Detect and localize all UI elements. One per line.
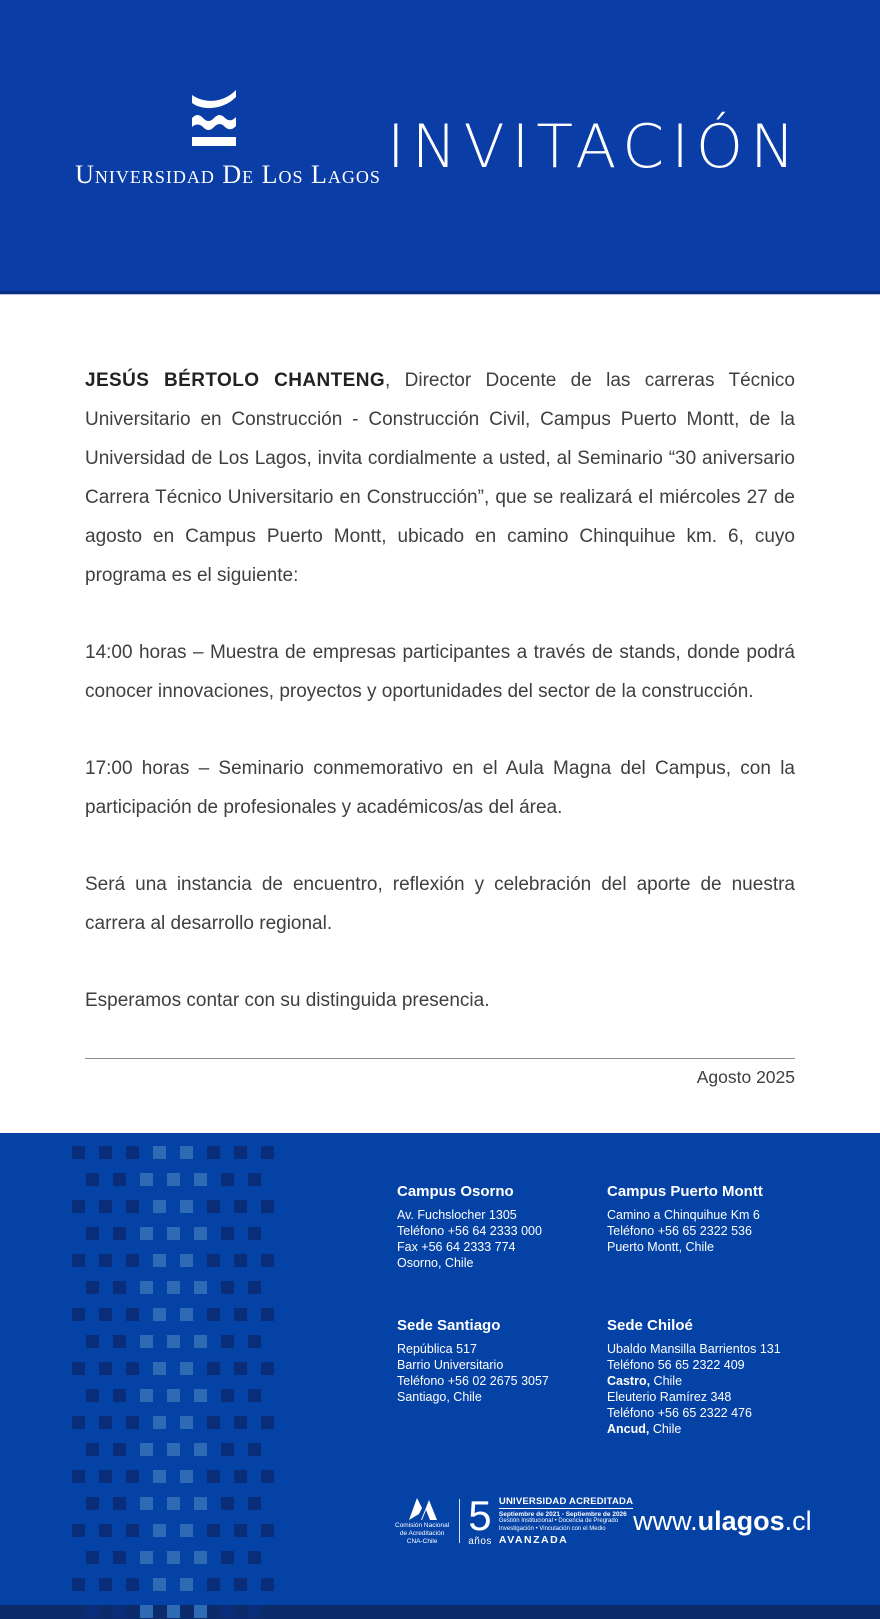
cna-icon [403, 1496, 441, 1522]
pattern-square [113, 1551, 126, 1564]
pattern-square [113, 1335, 126, 1348]
pattern-square [153, 1308, 166, 1321]
pattern-square [180, 1524, 193, 1537]
pattern-square [126, 1308, 139, 1321]
paragraph: JESÚS BÉRTOLO CHANTENG, Director Docente de las carreras Técnico Universitario en Construcción - Construcción Civil, Campus Puerto Montt, de la Universidad de Los Lagos, invita cordialmente a usted, al Seminario “30 aniversario Carrera Técnico Universitario en Construcción”, que se realizará el miércoles 27 de agosto en Campus Puerto Montt, ubicado en camino Chinquihue km. 6, cuyo programa es el siguiente: [85, 370, 795, 586]
paragraph: Esperamos contar con su distinguida presencia. [85, 990, 490, 1011]
date-label: Agosto 2025 [696, 1067, 795, 1087]
pattern-square [72, 1578, 85, 1591]
pattern-square [72, 1470, 85, 1483]
pattern-square [113, 1605, 126, 1618]
pattern-square [221, 1605, 234, 1618]
pattern-square [207, 1524, 220, 1537]
pattern-square [180, 1308, 193, 1321]
pattern-square [99, 1578, 112, 1591]
pattern-square [86, 1497, 99, 1510]
footer-column-line: Eleuterio Ramírez 348 [607, 1390, 732, 1404]
pattern-square [99, 1146, 112, 1159]
pattern-square [126, 1416, 139, 1429]
pattern-square [180, 1362, 193, 1375]
pattern-square [234, 1578, 247, 1591]
pattern-square [126, 1470, 139, 1483]
pattern-square [140, 1389, 153, 1402]
pattern-square [72, 1308, 85, 1321]
paragraph: Será una instancia de encuentro, reflexión y celebración del aporte de nuestra carrera al desarrollo regional. [85, 874, 795, 934]
footer-column-line: Teléfono +56 64 2333 000 [397, 1224, 542, 1238]
footer-column-line: Fax +56 64 2333 774 [397, 1240, 516, 1254]
pattern-square [261, 1416, 274, 1429]
page-title: INVITACIÓN [387, 112, 802, 182]
pattern-square [126, 1146, 139, 1159]
footer-column-line: Teléfono +56 65 2322 476 [607, 1406, 752, 1420]
years-number: 5 [468, 1491, 492, 1539]
website-suffix: .cl [784, 1505, 812, 1536]
pattern-square [126, 1578, 139, 1591]
pattern-square [99, 1362, 112, 1375]
website-link[interactable] [633, 1506, 812, 1537]
cna-text: Comisión Nacional [395, 1522, 450, 1529]
footer-column-line: Camino a Chinquihue Km 6 [607, 1208, 760, 1222]
pattern-square [72, 1362, 85, 1375]
website-prefix: www. [633, 1505, 698, 1536]
footer-column-line: Barrio Universitario [397, 1358, 504, 1372]
pattern-square [248, 1173, 261, 1186]
pattern-square [248, 1335, 261, 1348]
pattern-square [194, 1173, 207, 1186]
footer-column [607, 1183, 800, 1271]
pattern-square [167, 1605, 180, 1618]
pattern-square [113, 1497, 126, 1510]
pattern-square [194, 1227, 207, 1240]
footer-column-title: Sede Santiago [397, 1317, 501, 1334]
pattern-square [261, 1362, 274, 1375]
pattern-square [153, 1254, 166, 1267]
pattern-square [221, 1173, 234, 1186]
pattern-square [86, 1389, 99, 1402]
pattern-square [221, 1497, 234, 1510]
pattern-square [167, 1173, 180, 1186]
years-label: años [468, 1535, 492, 1547]
website-name: ulagos [697, 1505, 785, 1536]
footer-column-line: Ancud, Chile [607, 1422, 682, 1436]
pattern-square [72, 1524, 85, 1537]
pattern-square [234, 1254, 247, 1267]
footer-column-line: Santiago, Chile [397, 1390, 482, 1404]
pattern-square [194, 1443, 207, 1456]
pattern-square [113, 1173, 126, 1186]
pattern-square [86, 1227, 99, 1240]
pattern-square [194, 1281, 207, 1294]
pattern-square [207, 1200, 220, 1213]
pattern-square [207, 1308, 220, 1321]
pattern-square [140, 1443, 153, 1456]
pattern-square [221, 1335, 234, 1348]
pattern-square [180, 1578, 193, 1591]
pattern-square [221, 1551, 234, 1564]
footer-brand-row [395, 1489, 812, 1553]
footer-column-line: Teléfono 56 65 2322 409 [607, 1358, 745, 1372]
pattern-square [194, 1497, 207, 1510]
pattern-square [261, 1254, 274, 1267]
pattern-square [221, 1281, 234, 1294]
pattern-square [207, 1416, 220, 1429]
logo-text: Universidad De Los Lagos [75, 160, 381, 189]
pattern-square [261, 1524, 274, 1537]
pattern-square [153, 1470, 166, 1483]
cna-block [395, 1496, 449, 1546]
pattern-square [167, 1335, 180, 1348]
pattern-square [167, 1551, 180, 1564]
signature-divider [85, 1058, 795, 1059]
header [0, 0, 880, 295]
footer-column-line: Ubaldo Mansilla Barrientos 131 [607, 1342, 781, 1356]
pattern-square [194, 1605, 207, 1618]
pattern-square [72, 1200, 85, 1213]
pattern-square [140, 1335, 153, 1348]
pattern-square [99, 1254, 112, 1267]
squares-pattern [70, 1146, 276, 1619]
footer-column [397, 1317, 607, 1437]
pattern-square [126, 1200, 139, 1213]
pattern-square [248, 1605, 261, 1618]
pattern-square [153, 1362, 166, 1375]
accreditation-level: AVANZADA [498, 1534, 569, 1546]
pattern-square [180, 1416, 193, 1429]
accreditation-areas-2: Investigación • Vinculación con el Medio [498, 1525, 606, 1532]
pattern-square [113, 1389, 126, 1402]
footer-column-title: Campus Osorno [397, 1183, 514, 1200]
pattern-square [153, 1146, 166, 1159]
pattern-square [99, 1308, 112, 1321]
pattern-square [99, 1200, 112, 1213]
footer [0, 1133, 880, 1619]
pattern-square [167, 1281, 180, 1294]
accreditation-years [468, 1491, 492, 1547]
footer-column [397, 1183, 607, 1271]
footer-column-title: Campus Puerto Montt [607, 1183, 763, 1200]
cna-text: CNA-Chile [406, 1538, 438, 1545]
pattern-square [234, 1524, 247, 1537]
footer-column [607, 1317, 800, 1437]
accreditation-title: UNIVERSIDAD ACREDITADA [498, 1496, 634, 1507]
pattern-square [261, 1146, 274, 1159]
pattern-square [167, 1443, 180, 1456]
pattern-square [86, 1443, 99, 1456]
pattern-square [153, 1578, 166, 1591]
accreditation-logo [395, 1491, 634, 1547]
pattern-square [248, 1551, 261, 1564]
pattern-square [126, 1254, 139, 1267]
logo-waves-icon [190, 88, 238, 146]
pattern-square [194, 1389, 207, 1402]
pattern-square [113, 1281, 126, 1294]
pattern-square [248, 1227, 261, 1240]
accreditation-divider [459, 1499, 460, 1543]
pattern-square [126, 1524, 139, 1537]
pattern-square [234, 1416, 247, 1429]
paragraph: 14:00 horas – Muestra de empresas participantes a través de stands, donde podrá conocer innovaciones, proyectos y oportunidades del sector de la construcción. [85, 642, 795, 702]
cna-text: de Acreditación [399, 1530, 445, 1537]
paragraph: 17:00 horas – Seminario conmemorativo en el Aula Magna del Campus, con la participación de profesionales y académicos/as del área. [85, 758, 795, 818]
pattern-square [140, 1497, 153, 1510]
pattern-square [234, 1200, 247, 1213]
pattern-square [167, 1227, 180, 1240]
pattern-square [113, 1227, 126, 1240]
pattern-square [248, 1281, 261, 1294]
pattern-square [140, 1227, 153, 1240]
pattern-square [153, 1416, 166, 1429]
pattern-square [180, 1254, 193, 1267]
pattern-square [72, 1146, 85, 1159]
pattern-square [86, 1173, 99, 1186]
pattern-square [99, 1416, 112, 1429]
pattern-square [140, 1605, 153, 1618]
pattern-square [234, 1308, 247, 1321]
pattern-square [153, 1524, 166, 1537]
pattern-square [261, 1200, 274, 1213]
pattern-square [194, 1335, 207, 1348]
pattern-square [86, 1551, 99, 1564]
pattern-square [221, 1227, 234, 1240]
pattern-square [261, 1308, 274, 1321]
footer-column-line: Castro, Chile [607, 1374, 683, 1388]
pattern-square [207, 1254, 220, 1267]
pattern-square [234, 1362, 247, 1375]
pattern-square [126, 1362, 139, 1375]
pattern-square [140, 1173, 153, 1186]
pattern-square [248, 1443, 261, 1456]
letter-body [0, 295, 880, 1133]
pattern-square [140, 1281, 153, 1294]
pattern-square [207, 1470, 220, 1483]
pattern-square [248, 1497, 261, 1510]
pattern-square [86, 1335, 99, 1348]
pattern-square [86, 1605, 99, 1618]
pattern-square [194, 1551, 207, 1564]
pattern-square [207, 1146, 220, 1159]
footer-column-line: Teléfono +56 65 2322 536 [607, 1224, 752, 1238]
footer-column-line: Av. Fuchslocher 1305 [397, 1208, 517, 1222]
pattern-square [113, 1443, 126, 1456]
pattern-square [261, 1470, 274, 1483]
footer-column-line: Osorno, Chile [397, 1256, 474, 1270]
pattern-square [207, 1362, 220, 1375]
pattern-square [99, 1470, 112, 1483]
pattern-square [180, 1200, 193, 1213]
footer-column-line: Teléfono +56 02 2675 3057 [397, 1374, 549, 1388]
pattern-square [99, 1524, 112, 1537]
pattern-square [180, 1470, 193, 1483]
pattern-square [72, 1416, 85, 1429]
pattern-square [221, 1443, 234, 1456]
pattern-square [72, 1254, 85, 1267]
pattern-square [221, 1389, 234, 1402]
pattern-square [180, 1146, 193, 1159]
pattern-square [261, 1578, 274, 1591]
accreditation-areas-1: Gestión Institucional • Docencia de Pregrado [498, 1518, 619, 1524]
pattern-square [140, 1551, 153, 1564]
footer-column-line: República 517 [397, 1342, 477, 1356]
university-logo [75, 88, 381, 190]
paragraphs [85, 361, 795, 1020]
footer-contact-columns [397, 1183, 800, 1437]
pattern-square [167, 1389, 180, 1402]
pattern-square [234, 1146, 247, 1159]
pattern-square [167, 1497, 180, 1510]
footer-column-line: Puerto Montt, Chile [607, 1240, 714, 1254]
accreditation-dates: Septiembre de 2021 - Septiembre de 2026 [498, 1511, 627, 1518]
footer-column-title: Sede Chiloé [607, 1317, 693, 1334]
pattern-square [248, 1389, 261, 1402]
pattern-square [234, 1470, 247, 1483]
pattern-square [86, 1281, 99, 1294]
accreditation-text [499, 1496, 633, 1546]
pattern-square [153, 1200, 166, 1213]
pattern-square [207, 1578, 220, 1591]
